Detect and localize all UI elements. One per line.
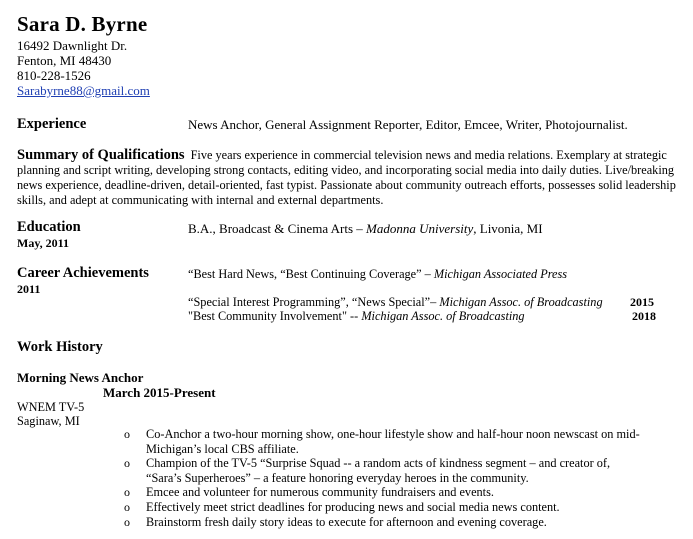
bullet-marker: o (124, 514, 130, 529)
address-line-1: 16492 Dawnlight Dr. (17, 38, 128, 53)
list-item-text: Emcee and volunteer for numerous community fundraisers and events. (146, 485, 494, 500)
list-item-text: Co-Anchor a two-hour morning show, one-hour lifestyle show and half-hour noon newscast on mid-Michigan’s local CBS affiliate. (146, 427, 640, 456)
summary-text: Five years experience in commercial television news and media relations. Exemplary at strategic planning and script writing, developing strong contacts, editing video, and incorporating social media into daily duties. Live/breaking news experience, deadline-driven, detail-oriented, fast typist. Passionate about community outreach efforts, possesses solid leadership skills, and adept at communicating with internal and external departments. (17, 148, 676, 207)
employer-name: WNEM TV-5 (17, 400, 85, 414)
resume-name: Sara D. Byrne (17, 12, 148, 36)
achievement-org: Michigan Associated Press (433, 267, 568, 281)
achievement-year: 2018 (632, 309, 656, 323)
address-line-2: Fenton, MI 48430 (17, 53, 112, 68)
achievement-award: "Best Community Involvement" -- (188, 309, 362, 323)
bullet-marker: o (124, 485, 130, 500)
work-history-heading: Work History (17, 339, 103, 355)
list-item-text: Champion of the TV-5 “Surprise Squad -- a random acts of kindness segment – and creator of, “Sara’s Superheroes” – a feature honoring everyday heroes in the community. (146, 456, 611, 485)
phone-number: 810-228-1526 (17, 68, 91, 83)
achievement-item (188, 295, 603, 310)
achievement-year: 2015 (630, 295, 654, 309)
achievement-award: “Special Interest Programming”, “News Special”– (188, 295, 440, 309)
education-location: , Livonia, MI (473, 221, 543, 236)
job-duties-list (124, 427, 644, 529)
education-school: Madonna University (366, 221, 474, 236)
job-title: Morning News Anchor (17, 370, 144, 385)
achievement-org: Michigan Assoc. of Broadcasting (361, 309, 525, 323)
bullet-marker: o (124, 499, 130, 514)
summary-section (17, 148, 685, 208)
email-link[interactable]: Sarabyrne88@gmail.com (17, 83, 150, 98)
achievements-year: 2011 (17, 282, 41, 296)
summary-heading: Summary of Qualifications (17, 147, 185, 163)
education-entry (188, 221, 543, 237)
education-degree: B.A., Broadcast & Cinema Arts – (188, 221, 367, 236)
bullet-marker: o (124, 456, 130, 471)
achievement-item (188, 309, 525, 324)
employer-location: Saginaw, MI (17, 414, 80, 428)
education-heading: Education (17, 219, 81, 235)
list-item (124, 427, 644, 456)
achievement-item (188, 267, 567, 282)
job-dates: March 2015-Present (103, 385, 216, 400)
list-item (124, 500, 644, 515)
list-item-text: Effectively meet strict deadlines for producing news and social media news content. (146, 499, 560, 514)
achievement-org: Michigan Assoc. of Broadcasting (439, 295, 603, 309)
bullet-marker: o (124, 427, 130, 441)
list-item (124, 456, 644, 485)
list-item (124, 515, 644, 530)
list-item-text: Brainstorm fresh daily story ideas to execute for afternoon and evening coverage. (146, 514, 547, 529)
experience-heading: Experience (17, 116, 87, 132)
education-date: May, 2011 (17, 236, 70, 250)
experience-text: News Anchor, General Assignment Reporter, Editor, Emcee, Writer, Photojournalist. (188, 117, 628, 132)
achievement-award: “Best Hard News, “Best Continuing Coverage” – (188, 267, 434, 281)
achievements-heading: Career Achievements (17, 265, 149, 281)
list-item (124, 485, 644, 500)
